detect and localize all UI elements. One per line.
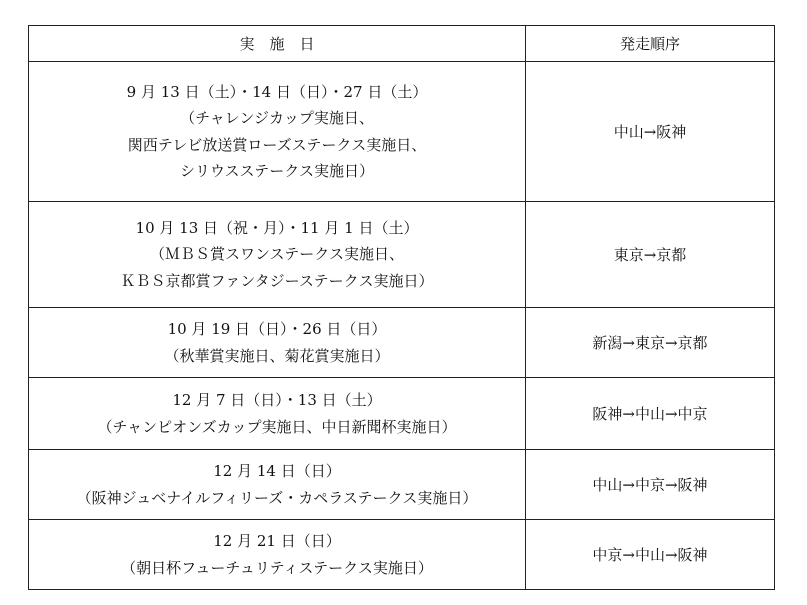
- date-line: （ＭＢＳ賞スワンステークス実施日、: [149, 245, 405, 264]
- date-line: （朝日杯フューチュリティステークス実施日）: [121, 558, 433, 577]
- order-cell: 東京→京都: [526, 202, 775, 308]
- order-cell: 中山→中京→阪神: [526, 450, 775, 520]
- date-line: 9 月 13 日（土）・14 日（日）・27 日（土）: [126, 82, 428, 101]
- table-row: [29, 62, 775, 202]
- date-line: 関西テレビ放送賞ローズステークス実施日、: [127, 135, 427, 154]
- date-cell: [29, 202, 526, 308]
- date-cell: [29, 450, 526, 520]
- date-line: （チャレンジカップ実施日、: [180, 109, 374, 127]
- race-schedule-table: [28, 25, 775, 590]
- table-row: [29, 450, 775, 520]
- date-line: 12 月 21 日（日）: [213, 532, 341, 550]
- date-cell: [29, 62, 526, 202]
- date-line: 12 月 14 日（日）: [213, 462, 341, 480]
- order-cell: 新潟→東京→京都: [526, 308, 775, 378]
- date-line: （チャンピオンズカップ実施日、中日新聞杯実施日）: [97, 417, 457, 436]
- date-cell: [29, 308, 526, 378]
- header-date: 実 施 日: [29, 26, 526, 62]
- date-line: 10 月 13 日（祝・月）・11 月 1 日（土）: [135, 218, 419, 237]
- header-order: 発走順序: [526, 26, 775, 62]
- table-row: [29, 202, 775, 308]
- date-line: 12 月 7 日（日）・13 日（土）: [172, 391, 382, 409]
- date-line: ＫＢＳ京都賞ファンタジーステークス実施日）: [120, 271, 434, 290]
- order-cell: 中山→阪神: [526, 62, 775, 202]
- date-line: 10 月 19 日（日）・26 日（日）: [167, 320, 387, 338]
- order-cell: 阪神→中山→中京: [526, 378, 775, 450]
- table-header-row: [29, 26, 775, 62]
- table-row: [29, 378, 775, 450]
- date-line: シリウスステークス実施日）: [179, 162, 375, 180]
- table-row: [29, 520, 775, 590]
- date-line: （秋華賞実施日、菊花賞実施日）: [164, 346, 390, 365]
- table-row: [29, 308, 775, 378]
- date-cell: [29, 520, 526, 590]
- date-line: （阪神ジュベナイルフィリーズ・カペラステークス実施日）: [76, 488, 478, 507]
- date-cell: [29, 378, 526, 450]
- order-cell: 中京→中山→阪神: [526, 520, 775, 590]
